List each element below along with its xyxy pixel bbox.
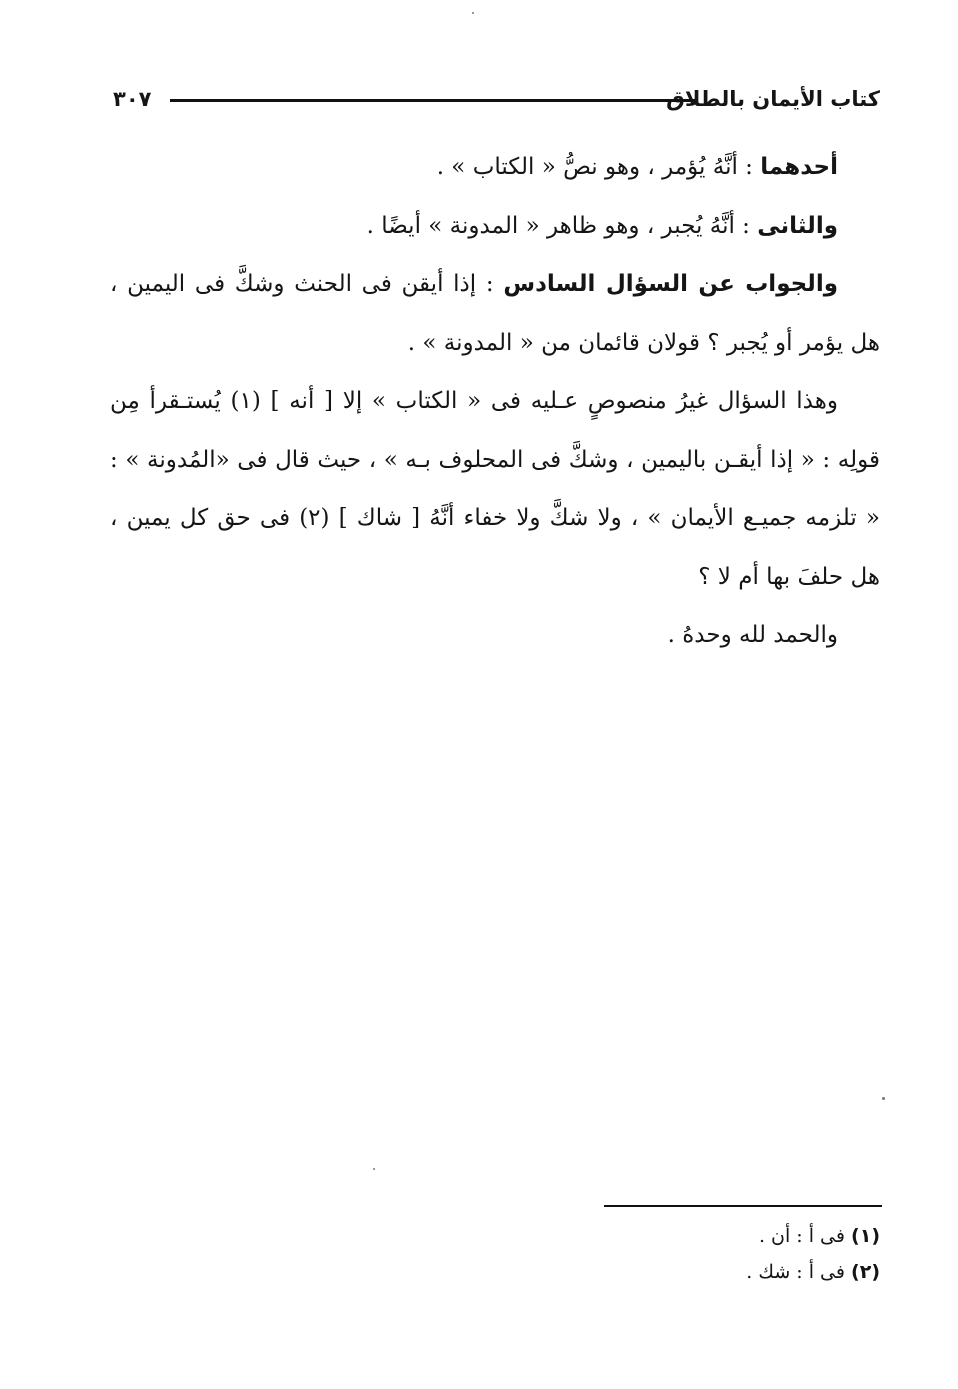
paragraph-lead: والثانى	[757, 212, 838, 239]
footnote-text: فى أ : أن .	[758, 1225, 852, 1247]
paragraph-text: والحمد لله وحدهُ .	[667, 622, 838, 648]
running-header	[113, 84, 880, 118]
page-number: ٣٠٧	[113, 87, 152, 111]
paragraph-lead: أحدهما	[760, 154, 838, 180]
footnote-item	[480, 1218, 880, 1254]
footnote-number: (١)	[851, 1225, 880, 1247]
scan-speck	[373, 1168, 375, 1170]
footnotes	[480, 1218, 880, 1290]
footnote-rule	[604, 1205, 882, 1207]
header-title: كتاب الأيمان بالطلاق	[666, 87, 880, 111]
paragraph-discussion	[110, 372, 880, 606]
scan-speck	[882, 1097, 885, 1100]
body-text	[110, 138, 880, 665]
paragraph-lead: والجواب عن السؤال السادس	[503, 271, 839, 297]
footnote-number: (٢)	[851, 1261, 880, 1283]
paragraph-text: : إذا أيقن فى الحنث وشكَّ فى اليمين ، هل يؤمر أو يُجبر ؟ قولان قائمان من « المدونة » .	[110, 271, 880, 356]
header-rule	[170, 99, 695, 102]
paragraph-text: : أنَّهُ يُجبر ، وهو ظاهر « المدونة » أيضًا .	[366, 212, 758, 239]
paragraph-first-opinion	[110, 138, 880, 197]
paragraph-sixth-answer	[110, 255, 880, 372]
paragraph-text: : أنَّهُ يُؤمر ، وهو نصُّ « الكتاب » .	[436, 154, 761, 180]
footnote-text: فى أ : شك .	[746, 1261, 852, 1283]
footnote-item	[480, 1254, 880, 1290]
scan-speck	[472, 12, 474, 14]
paragraph-second-opinion	[110, 197, 880, 256]
paragraph-text: وهذا السؤال غيرُ منصوصٍ عـليه فى « الكتاب » إلا [ أنه ] (١) يُستـقرأ مِن قولِه : « إذا أيقـن باليمين ، وشكَّ فى المحلوف بـه » ، حيث قال فى «المُدونة » : « تلزمه جميـع الأيمان » ، ولا شكَّ ولا خفاء أنَّهُ [ شاك ] (٢) فى حق كل يمين ، هل حلفَ بها أم لا ؟	[110, 388, 880, 590]
paragraph-closing	[110, 606, 880, 665]
